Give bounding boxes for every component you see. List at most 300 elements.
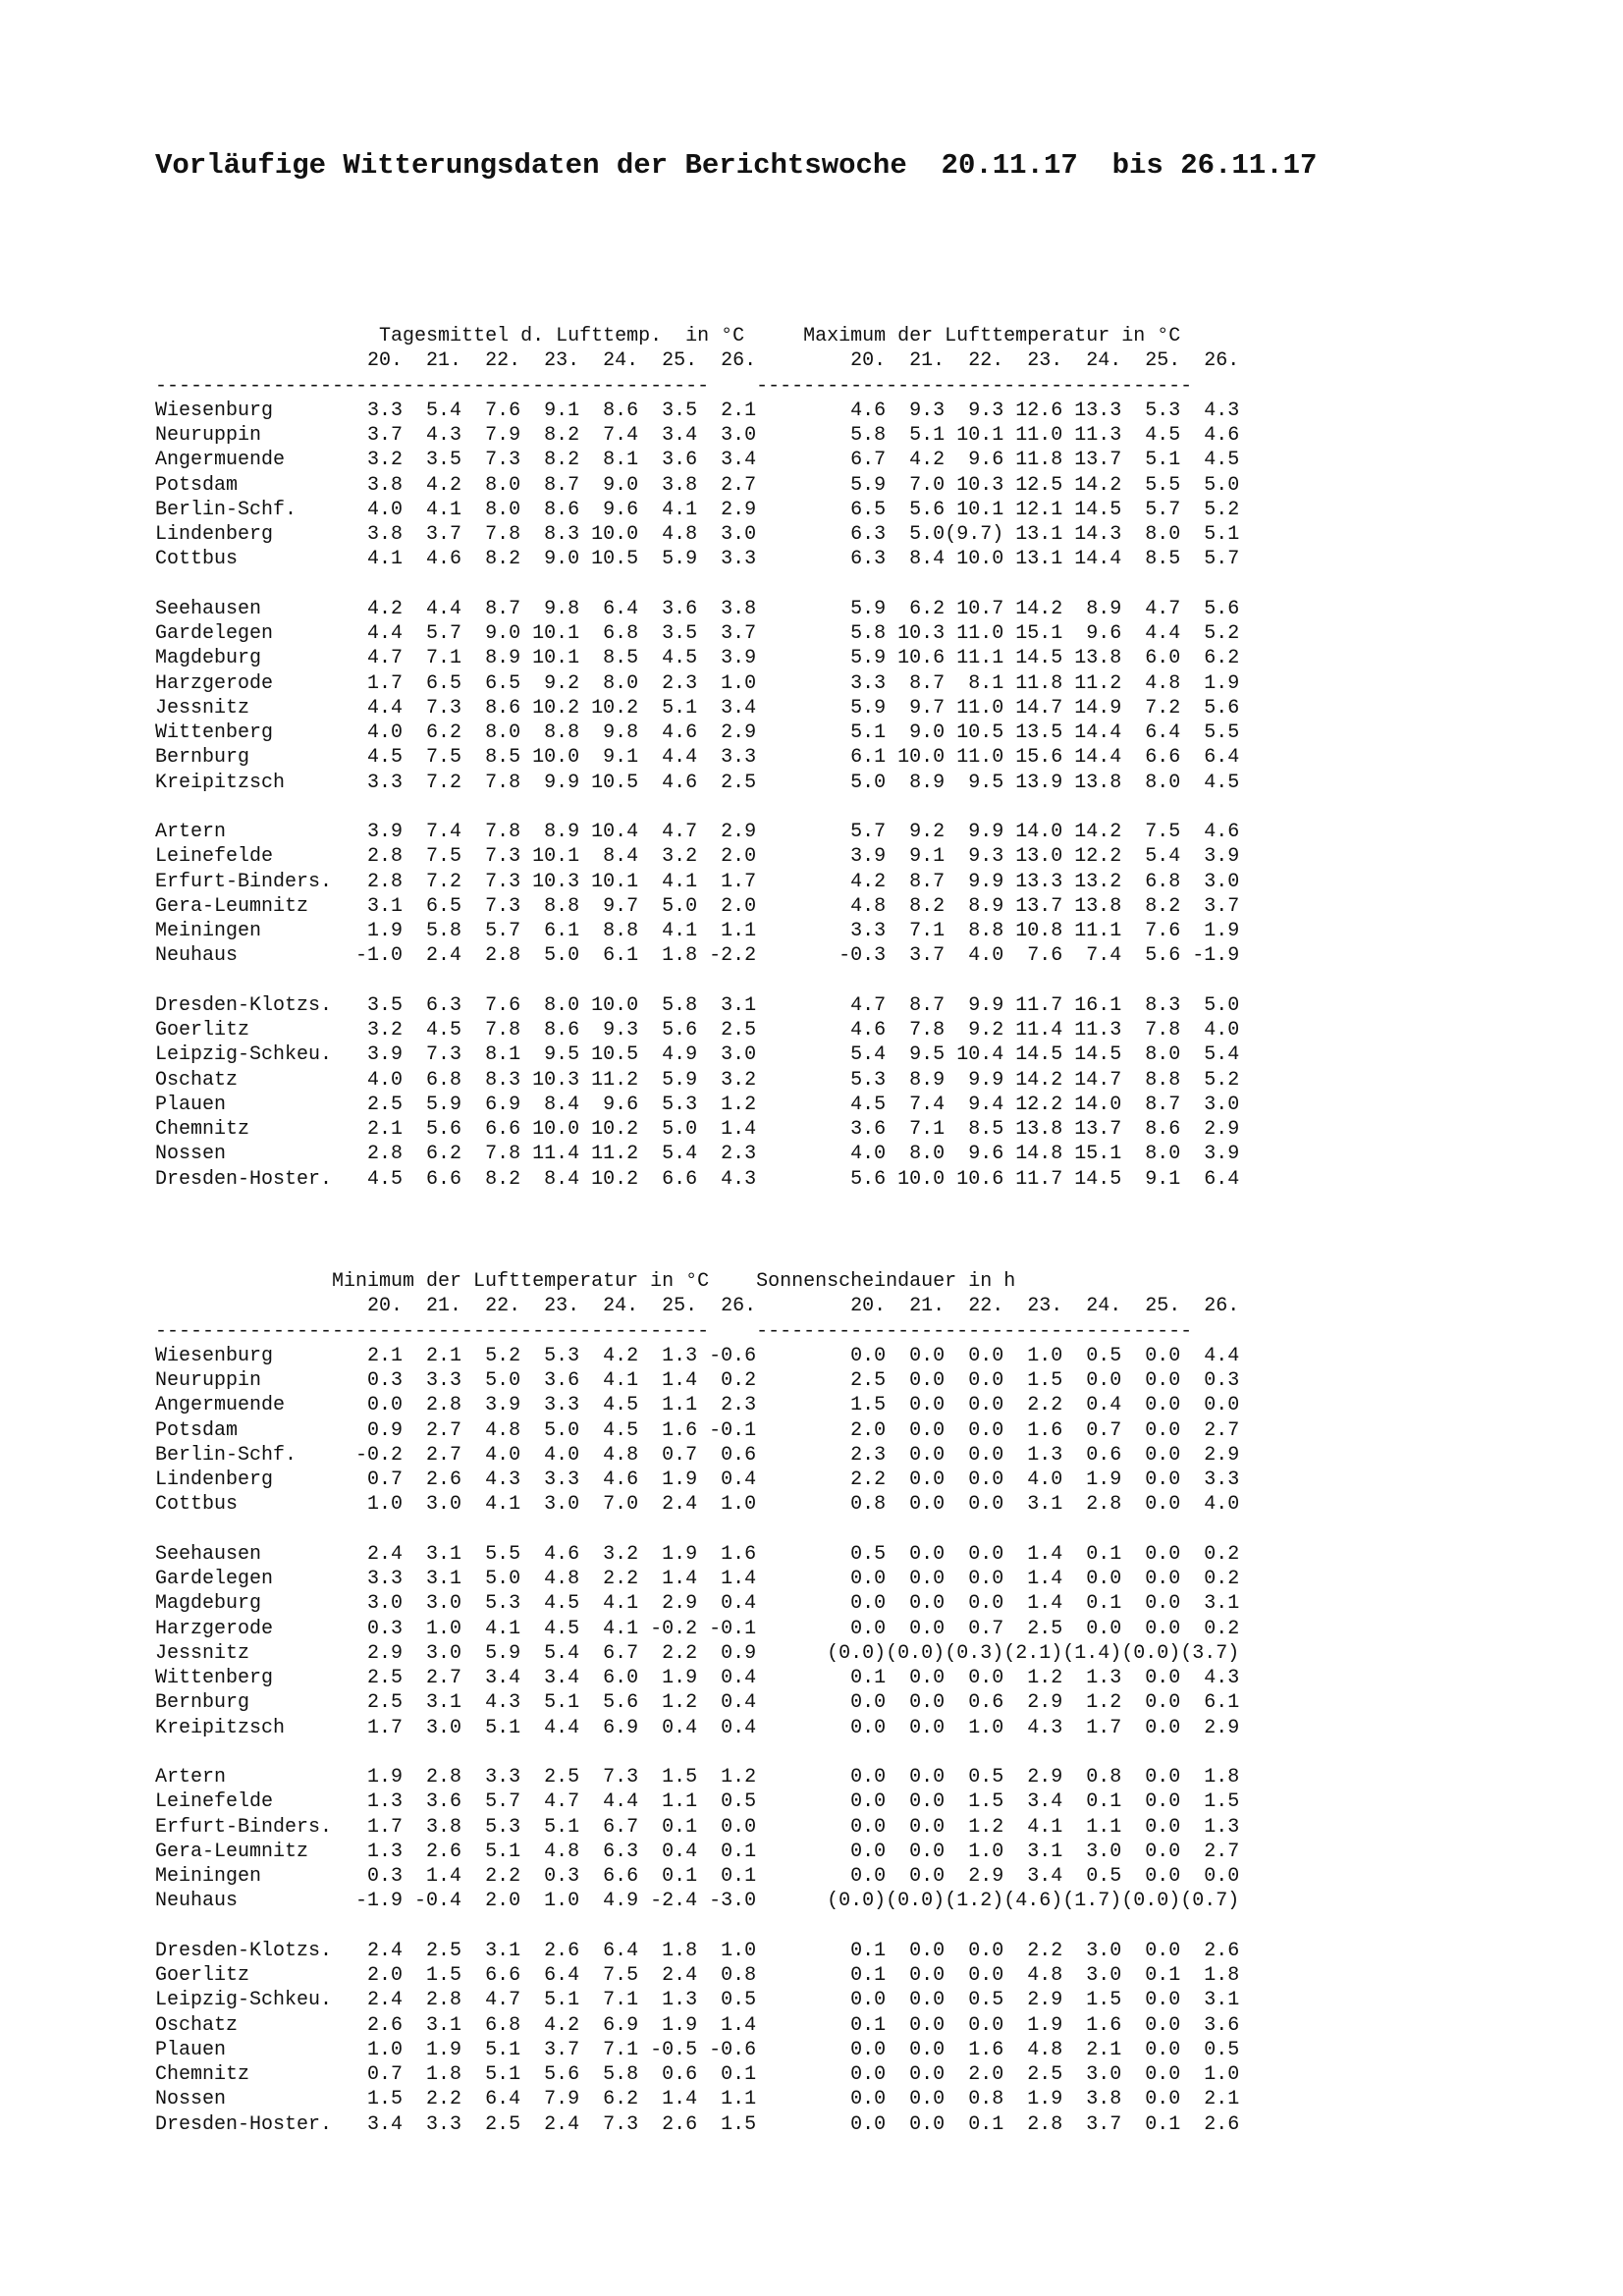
max-value: 6.8: [1121, 870, 1181, 893]
sun-value: (0.0): [815, 1641, 887, 1665]
sun-value: 1.0: [945, 1716, 1004, 1739]
group-spacer: [155, 795, 1239, 820]
table-row: [155, 696, 1239, 721]
min-value: 0.3: [332, 1617, 404, 1640]
station-name: Harzgerode: [155, 671, 333, 695]
max-value: 4.5: [1121, 424, 1181, 447]
max-value: 9.1: [886, 845, 946, 869]
min-value: 2.8: [403, 1989, 462, 2012]
station-name: Cottbus: [155, 548, 333, 571]
max-value: 4.5: [1180, 449, 1240, 472]
max-value: 7.4: [886, 1093, 946, 1116]
max-value: -1.9: [1180, 944, 1240, 968]
min-value: 0.1: [638, 1865, 698, 1888]
min-value: 2.2: [461, 1865, 521, 1888]
max-value: 8.0: [886, 1143, 946, 1166]
mean-value: 1.4: [697, 1118, 757, 1141]
mean-value: 3.5: [403, 449, 462, 472]
max-value: 10.0: [945, 548, 1004, 571]
min-value: 0.4: [697, 1592, 757, 1616]
sun-value: 0.7: [1062, 1418, 1122, 1442]
table-row: [155, 2112, 1239, 2137]
max-value: 3.0: [1180, 870, 1240, 893]
mean-value: 8.7: [461, 597, 521, 620]
max-value: 8.0: [1121, 771, 1181, 794]
station-name: Harzgerode: [155, 1617, 333, 1640]
mean-value: 7.4: [579, 424, 639, 447]
sun-value: 0.0: [945, 1568, 1004, 1590]
max-value: 9.5: [886, 1043, 946, 1067]
max-value: 7.5: [1121, 821, 1181, 843]
max-value: 14.7: [1003, 696, 1063, 720]
min-value: 5.6: [520, 2063, 580, 2086]
sun-value: 0.0: [815, 1568, 887, 1590]
mean-value: 4.3: [697, 1167, 757, 1191]
min-value: 5.4: [520, 1641, 580, 1665]
max-value: 6.3: [815, 548, 887, 571]
mean-value: 4.0: [332, 721, 404, 744]
min-value: 3.0: [403, 1716, 462, 1739]
table-row: [155, 1716, 1239, 1740]
min-value: 6.0: [579, 1667, 639, 1689]
max-value: 14.4: [1062, 721, 1122, 744]
min-value: 1.1: [697, 2088, 757, 2111]
sun-value: 0.0: [886, 1394, 946, 1417]
mean-value: 10.0: [520, 746, 580, 770]
mean-value: 2.0: [697, 894, 757, 918]
mean-value: 1.7: [697, 870, 757, 893]
min-value: 1.6: [697, 1542, 757, 1566]
station-name: Artern: [155, 821, 333, 843]
mean-value: 8.4: [579, 845, 639, 869]
day-header-row: [155, 1294, 1239, 1318]
sun-value: 0.0: [886, 1667, 946, 1689]
sun-value: 2.9: [945, 1865, 1004, 1888]
mean-value: 7.2: [403, 870, 462, 893]
sun-value: 1.9: [1003, 2013, 1063, 2037]
min-value: 0.4: [638, 1840, 698, 1863]
mean-value: 7.3: [403, 696, 462, 720]
sun-value: 0.0: [945, 1394, 1004, 1417]
table-row: [155, 1617, 1239, 1641]
sun-value: 0.0: [886, 1344, 946, 1367]
mean-value: 3.3: [332, 399, 404, 422]
min-value: 3.3: [403, 1369, 462, 1392]
min-value: 0.9: [697, 1641, 757, 1665]
max-value: 8.5: [1121, 548, 1181, 571]
min-value: 2.4: [638, 1493, 698, 1517]
table-row: [155, 1393, 1239, 1417]
min-value: 3.4: [332, 2112, 404, 2136]
mean-value: 11.2: [579, 1143, 639, 1166]
separator-rule: [155, 1319, 1239, 1344]
min-value: 5.3: [461, 1592, 521, 1616]
min-value: 5.1: [520, 1691, 580, 1715]
min-value: 7.1: [579, 1989, 639, 2012]
min-value: 4.2: [579, 1344, 639, 1367]
mean-value: 3.8: [697, 597, 757, 620]
min-value: 4.4: [579, 1790, 639, 1814]
min-value: 1.8: [638, 1939, 698, 1962]
table-row: [155, 1117, 1239, 1142]
min-value: 0.4: [638, 1716, 698, 1739]
table-row: [155, 423, 1239, 448]
table-row: [155, 1591, 1239, 1616]
sun-value: 0.0: [1121, 1790, 1181, 1814]
max-value: 13.7: [1062, 1118, 1122, 1141]
mean-value: 10.2: [579, 1118, 639, 1141]
mean-value: -1.0: [332, 944, 404, 968]
mean-value: 10.5: [579, 1043, 639, 1067]
mean-value: 4.5: [332, 746, 404, 770]
min-value: 6.9: [579, 2013, 639, 2037]
max-value: 14.4: [1062, 548, 1122, 571]
min-value: 0.9: [332, 1418, 404, 1442]
min-value: 0.3: [332, 1369, 404, 1392]
table-row: [155, 1889, 1239, 1913]
mean-value: 5.7: [461, 920, 521, 942]
min-value: 2.3: [697, 1394, 757, 1417]
max-value: 5.4: [1180, 1043, 1240, 1067]
max-value: 10.0: [886, 1167, 946, 1191]
sun-value: 1.4: [1003, 1592, 1063, 1616]
max-value: 5.3: [1121, 399, 1181, 422]
station-name: Seehausen: [155, 1542, 333, 1566]
sun-value: 0.2: [1180, 1542, 1240, 1566]
station-name: Wittenberg: [155, 1667, 333, 1689]
sun-value: 2.1: [1180, 2088, 1240, 2111]
max-value: 5.1: [815, 721, 887, 744]
min-value: 7.1: [579, 2038, 639, 2061]
sun-value: 0.0: [1121, 1667, 1181, 1689]
sun-value: 0.5: [815, 1542, 887, 1566]
table-row: [155, 1815, 1239, 1840]
mean-value: 10.1: [520, 622, 580, 645]
min-value: 0.1: [697, 1865, 757, 1888]
section-header: [155, 1269, 1239, 1294]
min-value: 0.6: [697, 1443, 757, 1467]
max-value: 9.6: [945, 449, 1004, 472]
sun-value: 0.0: [1121, 1542, 1181, 1566]
mean-value: 3.4: [697, 449, 757, 472]
min-value: 0.3: [520, 1865, 580, 1888]
sun-value: 0.0: [1062, 1369, 1122, 1392]
mean-value: 5.6: [638, 1019, 698, 1041]
max-value: 9.3: [945, 399, 1004, 422]
table-row: [155, 1666, 1239, 1690]
sun-value: 0.0: [945, 1344, 1004, 1367]
mean-value: 3.9: [332, 821, 404, 843]
table-row: [155, 1542, 1239, 1567]
mean-value: 10.5: [579, 771, 639, 794]
max-value: 14.5: [1003, 1043, 1063, 1067]
table-row: [155, 721, 1239, 745]
min-value: 6.2: [579, 2088, 639, 2111]
max-value: 5.7: [1180, 548, 1240, 571]
sun-value: 0.0: [1180, 1394, 1240, 1417]
sun-value: 2.0: [945, 2063, 1004, 2086]
mean-value: 10.3: [520, 870, 580, 893]
max-value: 11.3: [1062, 1019, 1122, 1041]
station-name: Magdeburg: [155, 647, 333, 670]
mean-value: 3.5: [332, 993, 404, 1017]
mean-value: 6.2: [403, 1143, 462, 1166]
min-value: 4.8: [461, 1418, 521, 1442]
max-value: 9.6: [1062, 622, 1122, 645]
mean-value: 6.1: [579, 944, 639, 968]
sun-value: 0.0: [945, 1369, 1004, 1392]
station-name: Leinefelde: [155, 1790, 333, 1814]
sun-value: 0.1: [1062, 1790, 1122, 1814]
min-value: 3.6: [403, 1790, 462, 1814]
min-value: 4.3: [461, 1468, 521, 1491]
min-value: 5.0: [461, 1568, 521, 1590]
table-row: [155, 943, 1239, 968]
mean-value: 9.9: [520, 771, 580, 794]
sun-value: 0.0: [1121, 2013, 1181, 2037]
min-value: 5.1: [461, 1716, 521, 1739]
min-value: 2.6: [332, 2013, 404, 2037]
sun-value: 1.3: [1003, 1443, 1063, 1467]
min-value: 1.0: [697, 1939, 757, 1962]
min-value: 5.1: [461, 2063, 521, 2086]
rule-left: -----------------------------------------------: [155, 374, 710, 398]
sun-value: 0.0: [886, 1865, 946, 1888]
max-value: 8.9: [1062, 597, 1122, 620]
max-value: 8.9: [886, 1068, 946, 1092]
mean-value: 7.4: [403, 821, 462, 843]
mean-value: 6.8: [579, 622, 639, 645]
table-row: [155, 1167, 1239, 1192]
sun-value: 0.0: [1121, 1691, 1181, 1715]
min-value: 1.2: [697, 1766, 757, 1789]
mean-value: 5.1: [638, 696, 698, 720]
max-value: 4.7: [1121, 597, 1181, 620]
sun-value: 6.1: [1180, 1691, 1240, 1715]
mean-value: 8.0: [461, 473, 521, 497]
mean-value: 7.8: [461, 1143, 521, 1166]
mean-value: 7.6: [461, 399, 521, 422]
mean-value: 6.4: [579, 597, 639, 620]
sun-value: 0.0: [815, 1790, 887, 1814]
sun-value: 0.0: [945, 1418, 1004, 1442]
min-value: -0.1: [697, 1617, 757, 1640]
min-value: 3.1: [403, 2013, 462, 2037]
max-value: 11.7: [1003, 993, 1063, 1017]
mean-value: 8.3: [461, 1068, 521, 1092]
min-value: 2.7: [403, 1667, 462, 1689]
mean-value: 10.2: [579, 1167, 639, 1191]
table-row: [155, 1840, 1239, 1864]
mean-value: 9.7: [579, 894, 639, 918]
sun-value: 0.0: [886, 1840, 946, 1863]
sun-value: (0.0): [1121, 1890, 1181, 1913]
min-value: 0.4: [697, 1667, 757, 1689]
max-value: 14.2: [1003, 1068, 1063, 1092]
mean-day-header: 21.: [403, 349, 462, 373]
mean-value: 10.2: [520, 696, 580, 720]
min-value: 2.0: [461, 1890, 521, 1913]
min-value: 3.0: [403, 1493, 462, 1517]
max-value: 8.7: [886, 870, 946, 893]
max-value: 5.3: [815, 1068, 887, 1092]
mean-value: 2.5: [697, 1019, 757, 1041]
sun-value: 0.0: [815, 1865, 887, 1888]
mean-value: 8.8: [579, 920, 639, 942]
min-value: 3.1: [461, 1939, 521, 1962]
station-name: Neuruppin: [155, 424, 333, 447]
table-row: [155, 473, 1239, 498]
min-day-header: 24.: [579, 1295, 639, 1318]
sun-value: 0.0: [1062, 1617, 1122, 1640]
table-row: [155, 771, 1239, 795]
max-value: (9.7): [945, 523, 1004, 546]
min-value: 5.0: [520, 1418, 580, 1442]
sun-value: (2.1): [1003, 1641, 1063, 1665]
sun-value: 0.0: [815, 1840, 887, 1863]
min-value: -0.6: [697, 2038, 757, 2061]
max-value: 13.8: [1062, 647, 1122, 670]
min-value: 3.3: [332, 1568, 404, 1590]
min-value: 6.7: [579, 1641, 639, 1665]
mean-value: 1.1: [697, 920, 757, 942]
station-name: Lindenberg: [155, 1468, 333, 1491]
max-value: 9.2: [886, 821, 946, 843]
max-value: 5.9: [815, 696, 887, 720]
min-value: 1.4: [697, 2013, 757, 2037]
station-name: Jessnitz: [155, 696, 333, 720]
max-value: 14.9: [1062, 696, 1122, 720]
min-value: 4.0: [520, 1443, 580, 1467]
sun-value: 1.6: [1062, 2013, 1122, 2037]
sun-value: 0.0: [886, 2013, 946, 2037]
min-value: 4.1: [461, 1493, 521, 1517]
max-value: 4.5: [1180, 771, 1240, 794]
max-value: 6.6: [1121, 746, 1181, 770]
sun-value: 0.0: [886, 1443, 946, 1467]
mean-value: 8.0: [461, 498, 521, 521]
table-row: [155, 1864, 1239, 1889]
max-value: 7.0: [886, 473, 946, 497]
max-value: 3.9: [815, 845, 887, 869]
max-value: 13.2: [1062, 870, 1122, 893]
sun-value: 0.0: [886, 1815, 946, 1839]
table-row: [155, 745, 1239, 770]
min-value: 0.4: [697, 1468, 757, 1491]
mean-value: 3.7: [403, 523, 462, 546]
sun-value: 3.0: [1062, 1939, 1122, 1962]
min-day-header: 26.: [697, 1295, 757, 1318]
max-value: 13.1: [1003, 548, 1063, 571]
max-value: 4.8: [815, 894, 887, 918]
max-value: -0.3: [815, 944, 887, 968]
min-value: 2.5: [461, 2112, 521, 2136]
mean-value: 3.8: [332, 523, 404, 546]
mean-value: 1.8: [638, 944, 698, 968]
sun-value: 3.3: [1180, 1468, 1240, 1491]
mean-value: 7.2: [403, 771, 462, 794]
sun-value: 0.0: [815, 1344, 887, 1367]
table-row: [155, 498, 1239, 522]
station-name: Wiesenburg: [155, 399, 333, 422]
mean-value: 10.1: [520, 845, 580, 869]
max-value: 8.7: [886, 993, 946, 1017]
min-value: 7.3: [579, 2112, 639, 2136]
rule-right: -------------------------------------: [756, 374, 1193, 398]
sun-value: 4.3: [1003, 1716, 1063, 1739]
mean-value: 8.1: [461, 1043, 521, 1067]
station-name: Angermuende: [155, 1394, 333, 1417]
max-value: 3.7: [886, 944, 946, 968]
table-row: [155, 1418, 1239, 1443]
max-value: 6.4: [1180, 746, 1240, 770]
mean-value: 8.2: [520, 449, 580, 472]
sun-value: 0.0: [886, 1617, 946, 1640]
max-value: 8.7: [1121, 1093, 1181, 1116]
mean-value: 4.6: [638, 771, 698, 794]
max-value: 5.2: [1180, 1068, 1240, 1092]
table-row: [155, 1690, 1239, 1715]
max-value: 8.7: [886, 671, 946, 695]
max-value: 5.6: [815, 1167, 887, 1191]
min-value: -3.0: [697, 1890, 757, 1913]
max-value: 10.1: [945, 498, 1004, 521]
mean-value: 7.9: [461, 424, 521, 447]
max-value: 7.8: [1121, 1019, 1181, 1041]
mean-value: 3.3: [332, 771, 404, 794]
station-name: Dresden-Klotzs.: [155, 993, 333, 1017]
min-value: 3.3: [461, 1766, 521, 1789]
min-day-header: 20.: [332, 1295, 404, 1318]
min-value: 0.8: [697, 1964, 757, 1987]
min-value: -0.2: [332, 1443, 404, 1467]
station-name: Bernburg: [155, 1691, 333, 1715]
max-value: 4.7: [815, 993, 887, 1017]
table-row: [155, 2038, 1239, 2062]
min-value: 3.3: [520, 1468, 580, 1491]
max-section-title: Maximum der Lufttemperatur: [803, 325, 1110, 347]
station-name: Meiningen: [155, 1865, 333, 1888]
sun-value: 0.0: [945, 1964, 1004, 1987]
max-value: 8.9: [945, 894, 1004, 918]
min-value: -0.4: [403, 1890, 462, 1913]
mean-value: 4.1: [403, 498, 462, 521]
max-value: 6.0: [1121, 647, 1181, 670]
max-value: 10.7: [945, 597, 1004, 620]
mean-day-header: 22.: [461, 349, 521, 373]
sun-value: 1.4: [1003, 1542, 1063, 1566]
station-name: Potsdam: [155, 473, 333, 497]
min-value: 7.9: [520, 2088, 580, 2111]
mean-value: 8.0: [461, 721, 521, 744]
station-name: Berlin-Schf.: [155, 1443, 333, 1467]
table-row: [155, 522, 1239, 547]
sun-value: 0.0: [1121, 1989, 1181, 2012]
station-name: Leinefelde: [155, 845, 333, 869]
mean-value: 6.9: [461, 1093, 521, 1116]
max-value: 13.5: [1003, 721, 1063, 744]
min-value: 4.5: [579, 1418, 639, 1442]
max-value: 10.6: [945, 1167, 1004, 1191]
mean-value: 6.5: [403, 894, 462, 918]
mean-value: 4.4: [332, 696, 404, 720]
mean-value: 3.9: [332, 1043, 404, 1067]
station-name: Goerlitz: [155, 1964, 333, 1987]
sun-value: 0.0: [945, 1493, 1004, 1517]
min-value: 3.4: [520, 1667, 580, 1689]
min-value: 3.3: [403, 2112, 462, 2136]
min-value: 0.1: [697, 1840, 757, 1863]
